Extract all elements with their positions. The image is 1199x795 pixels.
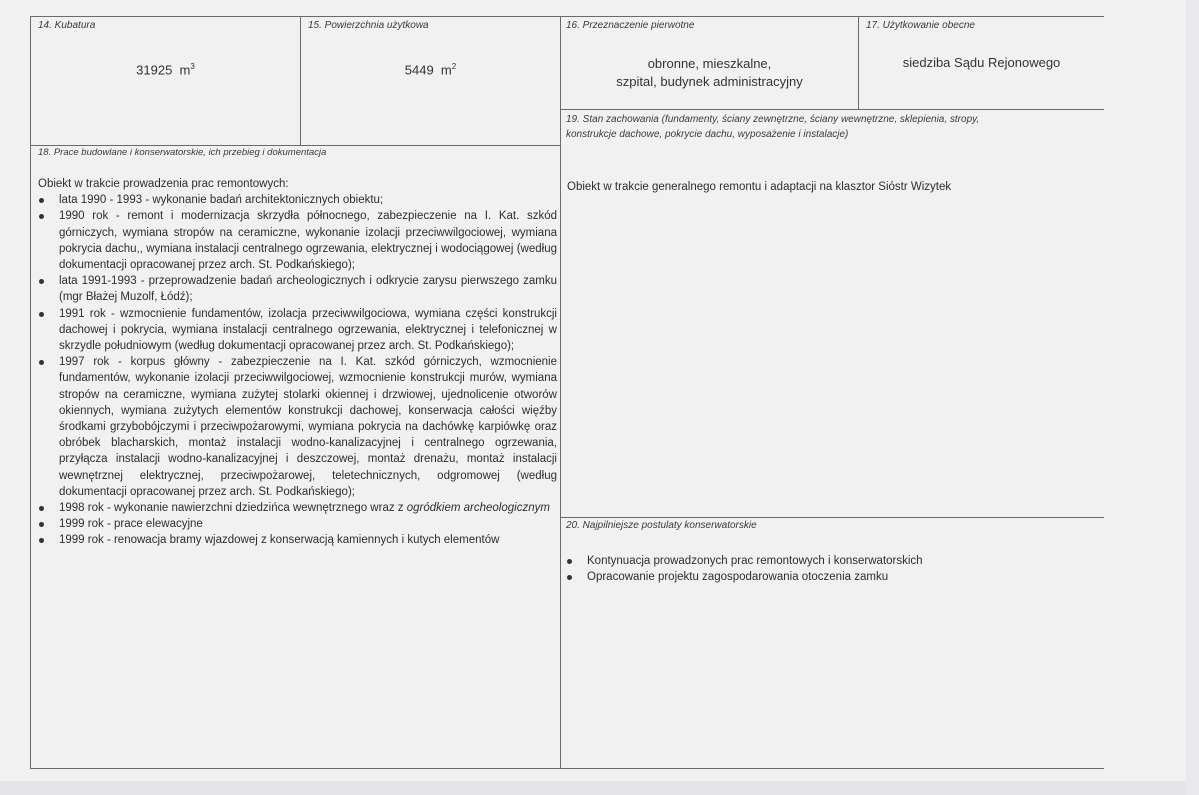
rule-above-19	[560, 109, 1104, 110]
italic-text: ogródkiem archeologicznym	[406, 502, 550, 515]
field-20-list	[566, 553, 1086, 585]
list-item: lata 1990 - 1993 - wykonanie badań architektonicznych obiektu;	[38, 192, 557, 208]
list-item: 1999 rok - renowacja bramy wjazdowej z konserwacją kamiennych i kutych elementów	[38, 532, 557, 548]
field-18-label: 18. Prace budowlane i konserwatorskie, ich przebieg i dokumentacja	[38, 147, 327, 158]
bullet-icon	[567, 575, 572, 580]
field-16-value-line1: obronne, mieszkalne,	[647, 56, 772, 71]
paper-bottom-edge	[0, 781, 1199, 795]
field-16-value-line2: szpital, budynek administracyjny	[616, 74, 803, 89]
list-item: lata 1991-1993 - przeprowadzenie badań archeologicznych i odkrycie zarysu pierwszego zamku (mgr Błażej Muzolf, Łódź);	[38, 273, 557, 305]
bullet-icon	[39, 360, 44, 365]
rule-above-20	[560, 517, 1104, 518]
bullet-icon	[39, 506, 44, 511]
bullet-icon	[39, 198, 44, 203]
bullet-icon	[39, 214, 44, 219]
field-18-content	[38, 176, 557, 549]
field-18-intro: Obiekt w trakcie prowadzenia prac remontowych:	[38, 178, 289, 190]
field-16-label: 16. Przeznaczenie pierwotne	[566, 20, 695, 31]
list-item: Opracowanie projektu zagospodarowania otoczenia zamku	[566, 569, 1086, 585]
list-item: Kontynuacja prowadzonych prac remontowych i konserwatorskich	[566, 553, 1086, 569]
top-rule	[30, 16, 1104, 17]
field-14-value: 31925 $m^3$	[136, 62, 195, 78]
center-divider	[560, 16, 561, 768]
field-20-content	[566, 553, 1086, 585]
list-item: 1998 rok - wykonanie nawierzchni dziedzińca wewnętrznego wraz z ogródkiem archeologicznym	[38, 500, 557, 516]
field-17-label: 17. Użytkowanie obecne	[866, 20, 975, 31]
field-19-value: Obiekt w trakcie generalnego remontu i adaptacji na klasztor Sióstr Wizytek	[567, 181, 952, 193]
field-15-value: 5449 $m^2$	[404, 62, 457, 78]
bullet-icon	[39, 522, 44, 527]
field-18-list	[38, 192, 557, 548]
list-item: 1991 rok - wzmocnienie fundamentów, izolacja przeciwwilgociowa, wymiana części konstrukcji dachowej i pokrycia, wymiana instalacji centralnego ogrzewania, elektrycznej i telefonicznej w skrzydle południowym (według dokumentacji opracowanej przez arch. St. Podkańskiego);	[38, 306, 557, 355]
bullet-icon	[39, 279, 44, 284]
list-item: 1997 rok - korpus główny - zabezpieczenie na I. Kat. szkód górniczych, wzmocnienie fundamentów, wykonanie izolacji przeciwwilgociowej, wzmocnienie konstrukcji murów, wymiana stropów na ceramiczne, wymiana zużytej stolarki okiennej i drzwiowej, ujednolicenie otworów okiennych, wymiana zużytych elementów konstrukcji dachowej, konserwacja całości więźby środkami grzybobójczymi i przeciwpożarowymi, wymiana pokrycia na dachówkę karpiówkę oraz obróbek blacharskich, montaż instalacji wodno-kanalizacyjnej i centralnego ogrzewania, przyłącza instalacji wodno-kanalizacyjnej i deszczowej, montaż drenażu, montaż instalacji wewnętrznej elektrycznej, przeciwpożarowej, teletechnicznych, odgromowej (według dokumentacji opracowanej przez arch. St. Podkańskiego);	[38, 354, 557, 500]
bullet-icon	[39, 538, 44, 543]
bullet-icon	[39, 312, 44, 317]
field-15-label: 15. Powierzchnia użytkowa	[308, 20, 429, 31]
field-19-label-line2: konstrukcje dachowe, pokrycie dachu, wyposażenie i instalacje)	[566, 129, 849, 140]
paper-right-edge	[1186, 0, 1199, 795]
list-item: 1999 rok - prace elewacyjne	[38, 516, 557, 532]
divider-14-15	[300, 16, 301, 145]
left-rule	[30, 16, 31, 768]
bullet-icon	[567, 559, 572, 564]
field-19-label-line1: 19. Stan zachowania (fundamenty, ściany zewnętrzne, ściany wewnętrzne, sklepienia, stropy,	[566, 114, 980, 125]
rule-above-18	[30, 145, 560, 146]
field-14-label: 14. Kubatura	[38, 20, 96, 31]
list-item: 1990 rok - remont i modernizacja skrzydła północnego, zabezpieczenie na I. Kat. szkód górniczych, wymiana stropów na ceramiczne, wykonanie izolacji przeciwwilgociowej, wymiana pokrycia dachu,, wymiana instalacji centralnego ogrzewania, elektrycznej i wodociągowej (według dokumentacji opracowanej przez arch. St. Podkańskiego);	[38, 208, 557, 273]
field-16-value	[561, 55, 858, 91]
bottom-rule	[30, 768, 1104, 769]
field-20-label: 20. Najpilniejsze postulaty konserwatorskie	[566, 520, 757, 531]
field-17-value: siedziba Sądu Rejonowego	[902, 55, 1061, 70]
